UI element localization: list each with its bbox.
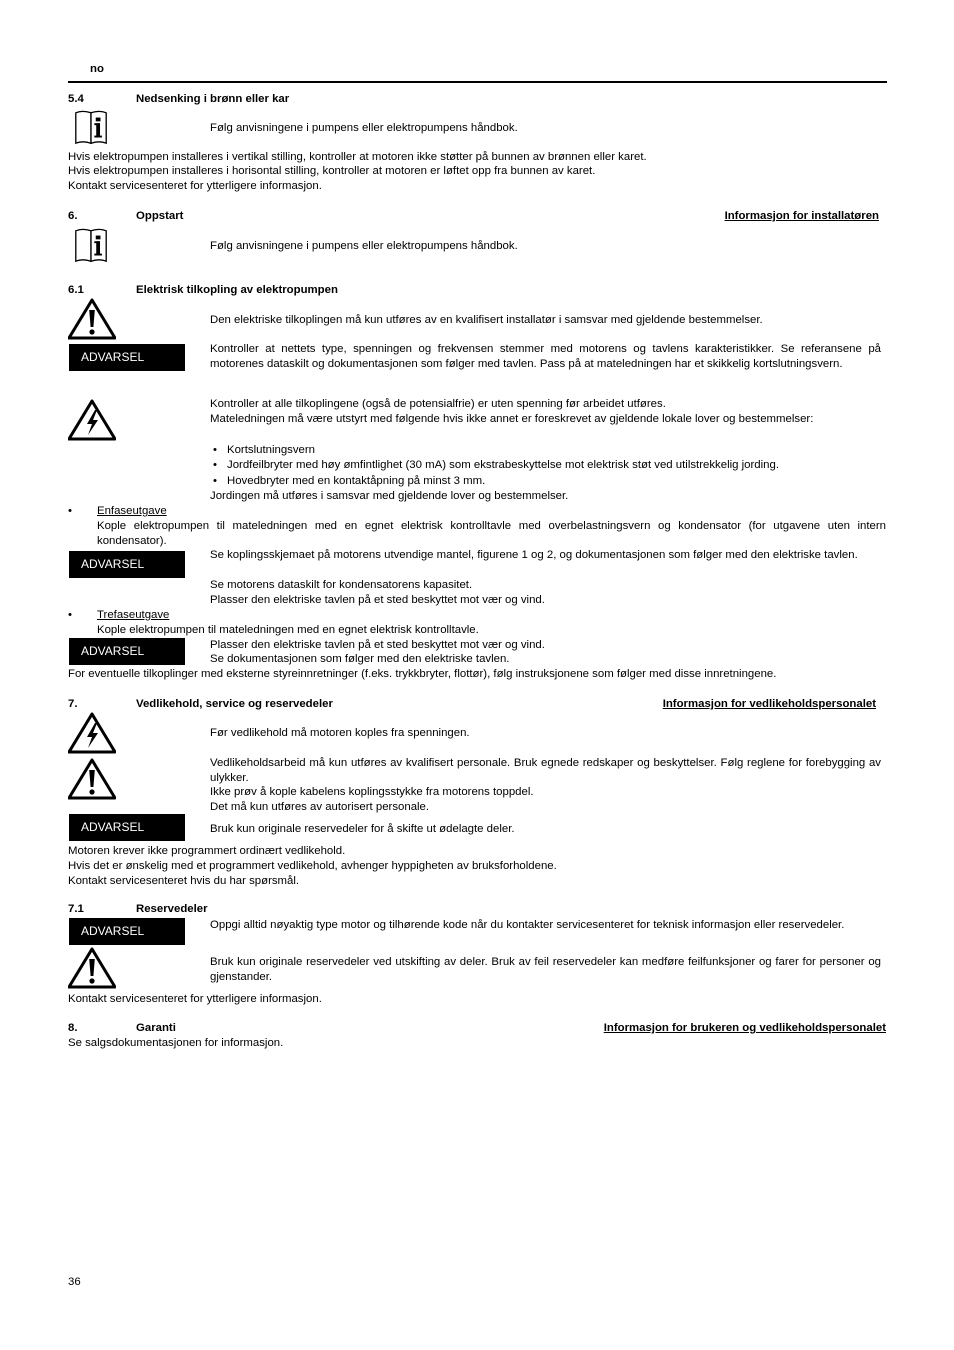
paragraph: Kontakt servicesenteret for ytterligere informasjon. [68,993,322,1005]
manual-note: Følg anvisningene i pumpens eller elektropumpens håndbok. [210,122,518,134]
audience-label: Informasjon for vedlikeholdspersonalet [662,698,876,710]
paragraph: Det må kun utføres av autorisert personale. [210,801,430,813]
section-title: Nedsenking i brønn eller kar [136,93,290,105]
manual-info-icon [72,109,110,147]
section-title: Garanti [136,1022,176,1034]
paragraph: Se koplingsskjemaet på motorens utvendige mantel, figurene 1 og 2, og dokumentasjonen som følger med den elektriske tavlen. [210,549,858,561]
paragraph: Hvis elektropumpen installeres i horisontal stilling, kontroller at motoren er løftet opp fra bunnen av karet. [68,165,596,177]
paragraph: For eventuelle tilkoplinger med eksterne styreinnretninger (f.eks. trykkbryter, flottør), følg instruksjonene som følger med disse innretningene. [68,668,777,680]
warning-badge: ADVARSEL [69,918,185,945]
paragraph: Se salgsdokumentasjonen for informasjon. [68,1037,284,1049]
paragraph: Se motorens dataskilt for kondensatorens kapasitet. [210,579,473,591]
three-phase-label: Trefaseutgave [97,609,170,621]
electric-hazard-icon [68,712,116,754]
paragraph: Ikke prøv å kople kabelens koplingsstykke fra motorens toppdel. [210,786,534,798]
warning-triangle-icon [68,298,116,340]
manual-info-icon [72,227,110,265]
section-title: Reservedeler [136,903,208,915]
paragraph: Motoren krever ikke programmert ordinært vedlikehold. [68,845,346,857]
section-number: 6.1 [68,284,84,296]
paragraph: Jordingen må utføres i samsvar med gjeldende lover og bestemmelser. [210,490,569,502]
warning-badge: ADVARSEL [69,551,185,578]
section-number: 7.1 [68,903,84,915]
paragraph: Mateledningen må være utstyrt med følgende hvis ikke annet er foreskrevet av gjeldende lokale lover og bestemmelser: [210,413,814,425]
paragraph: Oppgi alltid nøyaktig type motor og tilhørende kode når du kontakter servicesenteret for teknisk informasjon eller reservedeler. [210,919,845,931]
paragraph: Bruk kun originale reservedeler for å skifte ut ødelagte deler. [210,823,515,835]
section-number: 5.4 [68,93,84,105]
warning-badge: ADVARSEL [69,814,185,841]
warning-badge: ADVARSEL [69,638,185,665]
section-title: Vedlikehold, service og reservedeler [136,698,333,710]
section-number: 8. [68,1022,78,1034]
header-rule [68,81,887,83]
paragraph: Hvis elektropumpen installeres i vertikal stilling, kontroller at motoren ikke støtter på bunnen av brønnen eller karet. [68,151,647,163]
audience-label: Informasjon for installatøren [724,210,879,222]
paragraph: Kople elektropumpen til mateledningen med en egnet elektrisk kontrolltavle. [97,624,479,636]
single-phase-label: Enfaseutgave [97,505,167,517]
section-number: 7. [68,698,78,710]
bullet: • [68,609,72,621]
list-item: • Kortslutningsvern [227,443,315,458]
paragraph: Kontakt servicesenteret hvis du har spørsmål. [68,875,300,887]
paragraph: Bruk kun originale reservedeler ved utskifting av deler. Bruk av feil reservedeler kan medføre feilfunksjoner og farer for personer og gjenstander. [210,956,881,983]
language-code: no [90,63,104,75]
warning-badge: ADVARSEL [69,344,185,371]
paragraph: Vedlikeholdsarbeid må kun utføres av kvalifisert personale. Bruk egnede redskaper og beskyttelser. Følg reglene for forebygging av ulykker. [210,757,881,784]
warning-triangle-icon [68,758,116,800]
manual-note: Følg anvisningene i pumpens eller elektropumpens håndbok. [210,240,518,252]
paragraph: Før vedlikehold må motoren koples fra spenningen. [210,727,470,739]
paragraph: Hvis det er ønskelig med et programmert vedlikehold, avhenger hyppigheten av bruksforholdene. [68,860,557,872]
paragraph: Kontroller at nettets type, spenningen og frekvensen stemmer med motorens og tavlens karakteristikker. Se referansene på motorenes dataskilt og dokumentasjonen som følger med tavlen. Pass på at mateledningen har et skikkelig kortslutningsvern. [210,343,881,370]
bullet: • [68,505,72,517]
list-item: • Jordfeilbryter med høy ømfintlighet (30 mA) som ekstrabeskyttelse mot elektrisk støt ved utilstrekkelig jording. [227,458,779,473]
section-title: Elektrisk tilkopling av elektropumpen [136,284,338,296]
page-number: 36 [68,1276,81,1288]
paragraph: Se dokumentasjonen som følger med den elektriske tavlen. [210,653,510,665]
list-item: • Hovedbryter med en kontaktåpning på minst 3 mm. [227,474,485,489]
paragraph: Den elektriske tilkoplingen må kun utføres av en kvalifisert installatør i samsvar med gjeldende bestemmelser. [210,314,763,326]
electric-hazard-icon [68,399,116,441]
warning-triangle-icon [68,947,116,989]
section-title: Oppstart [136,210,184,222]
paragraph: Plasser den elektriske tavlen på et sted beskyttet mot vær og vind. [210,639,545,651]
audience-label: Informasjon for brukeren og vedlikeholdspersonalet [603,1022,886,1034]
paragraph: Kople elektropumpen til mateledningen med en egnet elektrisk kontrolltavle med overbelastningsvern og kondensator (for utgavene uten intern kondensator). [97,520,886,547]
paragraph: Plasser den elektriske tavlen på et sted beskyttet mot vær og vind. [210,594,545,606]
section-number: 6. [68,210,78,222]
paragraph: Kontakt servicesenteret for ytterligere informasjon. [68,180,322,192]
paragraph: Kontroller at alle tilkoplingene (også de potensialfrie) er uten spenning før arbeidet utføres. [210,398,666,410]
